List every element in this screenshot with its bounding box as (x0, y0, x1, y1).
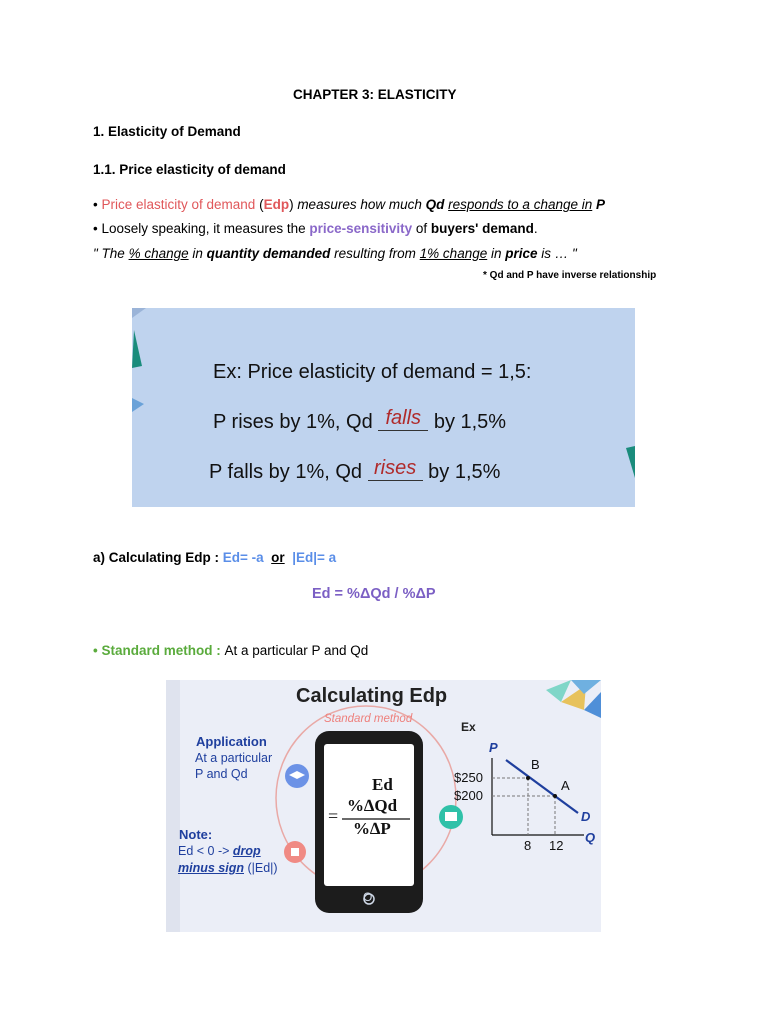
quote-resulting: resulting from (330, 246, 420, 261)
note-drop: drop (232, 844, 261, 858)
slide1-line-example: Ex: Price elasticity of demand = 1,5: (213, 361, 532, 383)
definition-text: measures how much (297, 197, 426, 212)
graph-price-250: $250 (454, 770, 483, 785)
term-p: P (596, 197, 606, 212)
application-line2: P and Qd (195, 767, 248, 781)
application-line1: At a particular (195, 751, 273, 765)
graph-qty-12: 12 (549, 838, 564, 853)
answer-blank-rises (368, 457, 423, 481)
quote-1pct-change: 1% change (419, 246, 488, 261)
section-heading-elasticity-of-demand: 1. Elasticity of Demand (93, 124, 241, 139)
graph-point-a-label: A (561, 778, 570, 793)
bullet2-period: . (533, 221, 538, 236)
graph-p-label: P (489, 740, 498, 755)
falls-end: by 1,5% (422, 461, 501, 483)
left-edge-band (166, 680, 180, 932)
slide1-line-falls (209, 457, 501, 485)
teal-triangle-right (626, 446, 635, 478)
slide2-title: Calculating Edp (296, 685, 448, 707)
answer-rises: rises (373, 457, 417, 479)
bullet-definition (93, 196, 605, 214)
term-price-elasticity: Price elasticity of demand (101, 197, 256, 212)
edp-formula: Ed = %ΔQd / %ΔP (312, 586, 436, 602)
point-b-marker (526, 776, 530, 780)
definition-responds: responds to a change in (448, 197, 593, 212)
bullet2-text: • Loosely speaking, it measures the (93, 221, 310, 236)
phone-formula-ed: Ed (372, 775, 393, 794)
rises-end: by 1,5% (428, 411, 507, 433)
quote-close: is … " (537, 246, 577, 261)
standard-method-label: • Standard method : (93, 643, 225, 658)
quote-in: in (188, 246, 207, 261)
calc-ed-neg-a: Ed= -a (222, 550, 264, 565)
example-slide-image (132, 308, 635, 507)
graph-demand-label: D (581, 809, 591, 824)
application-heading: Application (196, 734, 267, 749)
phone-formula-numerator: %∆Qd (347, 796, 398, 815)
falls-text: P falls by 1%, Qd (209, 461, 368, 483)
graph-q-label: Q (585, 830, 596, 845)
book-icon (445, 812, 457, 821)
puzzle-icon (291, 848, 299, 856)
graph-price-200: $200 (454, 788, 483, 803)
note-inverse-relationship: * Qd and P have inverse relationship (483, 270, 657, 281)
blue-triangle-left (132, 398, 144, 412)
graph-point-b-label: B (531, 757, 540, 772)
note-heading: Note: (179, 827, 213, 842)
subsection-heading-price-elasticity: 1.1. Price elasticity of demand (93, 162, 286, 177)
calc-or: or (271, 550, 285, 565)
phone-formula-equals: = (328, 806, 339, 826)
leaf-shape (584, 692, 601, 718)
bullet2-of: of (412, 221, 431, 236)
calculating-edp-slide-image (166, 680, 601, 932)
point-a-marker (553, 794, 557, 798)
note-ed-less-zero: Ed < 0 -> (178, 844, 233, 858)
slide2-subtitle: Standard method (324, 713, 413, 725)
rises-text: P rises by 1%, Qd (213, 411, 379, 433)
standard-method-desc: At a particular P and Qd (224, 643, 369, 658)
bullet-mark: • (93, 197, 102, 212)
calc-abs-ed: |Ed|= a (292, 550, 337, 565)
note-line2 (178, 861, 278, 875)
calc-label: a) Calculating Edp : (93, 550, 223, 565)
leaf-shape (571, 680, 601, 694)
chapter-title: CHAPTER 3: ELASTICITY (293, 87, 457, 102)
term-edp: Edp (263, 197, 290, 212)
quote-open: " The (93, 246, 129, 261)
bullet-loosely-speaking (93, 220, 538, 238)
answer-falls: falls (385, 407, 422, 429)
graph-qty-8: 8 (524, 838, 532, 853)
term-qd: Qd (425, 197, 445, 212)
term-buyers-demand: buyers' demand (430, 221, 534, 236)
quote-quantity-demanded: quantity demanded (206, 246, 331, 261)
note-abs-ed: (|Ed|) (243, 861, 278, 875)
phone-formula-denominator: %∆P (353, 819, 391, 838)
quote-percent-change: % change (128, 246, 189, 261)
note-line1 (178, 844, 261, 858)
slide1-line-rises (213, 407, 507, 435)
slide2-ex-label: Ex (461, 720, 476, 734)
term-price-sensitivity: price-sensitivity (309, 221, 413, 236)
teal-triangle-left (132, 330, 142, 368)
calculating-edp-heading (93, 549, 336, 567)
answer-blank-falls (378, 407, 428, 431)
standard-method-line (93, 642, 368, 660)
paren-close: ) (289, 197, 298, 212)
corner-shape (132, 308, 146, 318)
quote-in2: in (487, 246, 506, 261)
quote-definition (93, 245, 577, 263)
quote-price: price (505, 246, 538, 261)
phone-home-label: O (363, 890, 373, 904)
paren-open: ( (255, 197, 264, 212)
note-minus-sign: minus sign (178, 861, 244, 875)
